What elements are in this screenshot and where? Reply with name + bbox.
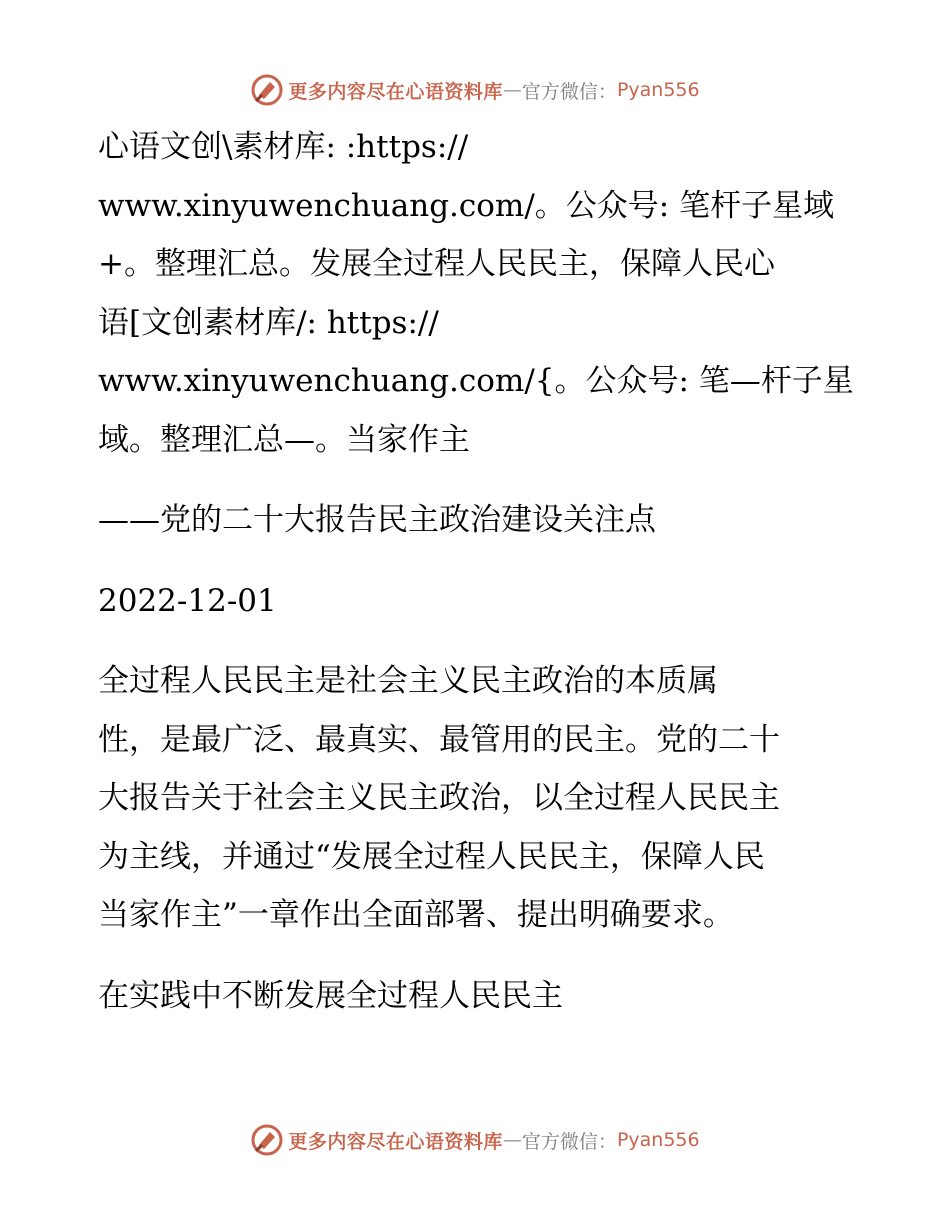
- banner-separator: —: [502, 1129, 522, 1151]
- document-body: [98, 118, 858, 1025]
- banner-main-text: 更多内容尽在心语资料库: [288, 1130, 503, 1153]
- banner-separator: —: [502, 79, 522, 101]
- header-watermark-banner: [0, 70, 950, 110]
- banner-wechat-id: Pyan556: [616, 79, 700, 101]
- brand-logo-icon: [250, 73, 284, 107]
- brand-logo-icon: [250, 1123, 284, 1157]
- banner-main-text: 更多内容尽在心语资料库: [288, 80, 503, 103]
- subtitle-line: ——党的二十大报告民主政治建设关注点: [98, 502, 656, 538]
- footer-watermark-banner: [0, 1120, 950, 1160]
- banner-wechat-label: 官方微信：: [521, 1130, 617, 1153]
- banner-wechat-id: Pyan556: [616, 1129, 700, 1151]
- section-heading: 在实践中不断发展全过程人民民主: [98, 977, 563, 1014]
- intro-paragraph: 心语文创\素材库: :https:// www.xinyuwenchuang.com/。公众号: 笔杆子星域 +。整理汇总。发展全过程人民民主，保障人民心 语[文创素材库/: https:// www.xinyuwenchuang.com/{。公众号: 笔—杆子星 域。整理汇总—。当家作主: [98, 129, 854, 458]
- date-line: 2022-12-01: [98, 582, 277, 619]
- body-paragraph: 全过程人民民主是社会主义民主政治的本质属 性，是最广泛、最真实、最管用的民主。党的二十 大报告关于社会主义民主政治，以全过程人民民主 为主线，并通过“发展全过程人民民主，保障人民 当家作主”一章作出全面部署、提出明确要求。: [98, 663, 780, 933]
- banner-wechat-label: 官方微信：: [521, 80, 617, 103]
